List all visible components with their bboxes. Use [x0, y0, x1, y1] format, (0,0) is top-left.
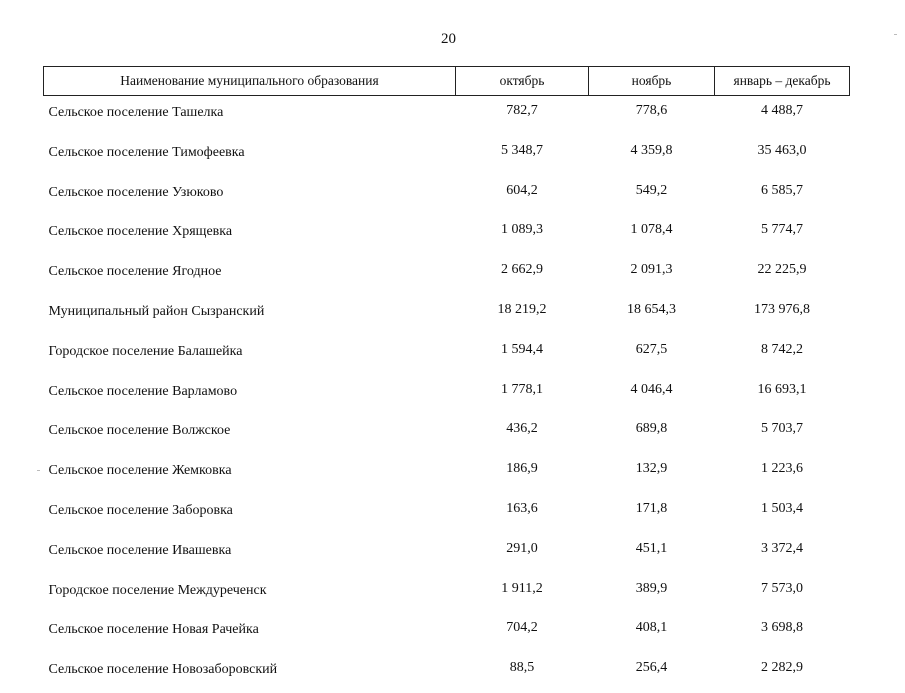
table-row [44, 454, 850, 494]
header-year: январь – декабрь [715, 67, 850, 96]
table-row [44, 335, 850, 375]
cell-october: 704,2 [506, 620, 538, 636]
cell-november: 256,4 [635, 660, 668, 676]
cell-year: 7 573,0 [761, 580, 803, 596]
cell-november: 2 091,3 [630, 262, 673, 278]
cell-october: 163,6 [506, 500, 538, 516]
cell-october: 291,0 [506, 540, 538, 556]
cell-november: 549,2 [635, 182, 668, 198]
cell-october: 1 778,1 [501, 381, 543, 397]
cell-november: 627,5 [635, 341, 668, 357]
page-number: 20 [441, 31, 456, 47]
scan-mark-right [894, 34, 897, 35]
cell-november: 408,1 [635, 620, 668, 636]
header-row [44, 67, 850, 96]
table-row [44, 176, 850, 216]
cell-november: 389,9 [635, 580, 668, 596]
table-row [44, 494, 850, 534]
header-october: октябрь [456, 67, 589, 96]
cell-year: 2 282,9 [761, 660, 803, 676]
cell-year: 5 774,7 [761, 222, 803, 238]
table-row [44, 574, 850, 614]
cell-november: 778,6 [635, 103, 668, 118]
table-row [44, 96, 850, 136]
cell-year: 4 488,7 [761, 103, 803, 118]
cell-name: Сельское поселение Волжское [48, 423, 231, 439]
cell-november: 132,9 [635, 461, 668, 477]
cell-name: Сельское поселение Ягодное [48, 264, 222, 280]
cell-october: 436,2 [506, 421, 538, 437]
table-row [44, 375, 850, 415]
cell-name: Сельское поселение Жемковка [48, 463, 232, 479]
cell-october: 782,7 [506, 103, 538, 118]
cell-year: 173 976,8 [754, 301, 810, 317]
cell-year: 6 585,7 [761, 182, 803, 198]
cell-november: 171,8 [635, 500, 668, 516]
cell-year: 35 463,0 [757, 142, 807, 158]
cell-october: 5 348,7 [501, 142, 543, 158]
cell-name: Сельское поселение Новая Рачейка [48, 622, 259, 638]
table-row [44, 215, 850, 255]
cell-name: Муниципальный район Сызранский [48, 303, 265, 319]
cell-name: Сельское поселение Ташелка [48, 105, 224, 120]
cell-october: 1 594,4 [501, 341, 543, 357]
cell-year: 22 225,9 [757, 262, 807, 278]
table-row [44, 534, 850, 574]
cell-october: 604,2 [506, 182, 538, 198]
cell-november: 689,8 [635, 421, 668, 437]
table-row [44, 414, 850, 454]
cell-name: Сельское поселение Ивашевка [48, 542, 232, 558]
scan-mark-left [37, 470, 40, 471]
table-body [44, 96, 850, 693]
table-row [44, 255, 850, 295]
cell-name: Сельское поселение Варламово [48, 383, 238, 399]
cell-name: Сельское поселение Узюково [48, 184, 224, 200]
cell-year: 1 503,4 [761, 500, 803, 516]
table-row [44, 136, 850, 176]
cell-october: 88,5 [509, 660, 535, 676]
cell-october: 1 911,2 [501, 580, 543, 596]
cell-november: 451,1 [635, 540, 668, 556]
cell-november: 1 078,4 [630, 222, 673, 238]
cell-november: 18 654,3 [627, 301, 676, 317]
table-header [44, 67, 850, 96]
cell-name: Сельское поселение Заборовка [48, 502, 233, 518]
table-row [44, 653, 850, 693]
cell-name: Сельское поселение Новозаборовский [48, 662, 278, 678]
cell-november: 4 359,8 [630, 142, 673, 158]
cell-year: 16 693,1 [757, 381, 807, 397]
cell-year: 1 223,6 [761, 461, 803, 477]
cell-october: 2 662,9 [501, 262, 543, 278]
cell-year: 8 742,2 [761, 341, 803, 357]
cell-year: 5 703,7 [761, 421, 803, 437]
cell-year: 3 698,8 [761, 620, 803, 636]
cell-year: 3 372,4 [761, 540, 803, 556]
table-row [44, 613, 850, 653]
cell-name: Сельское поселение Хрящевка [48, 224, 233, 240]
cell-october: 1 089,3 [501, 222, 543, 238]
header-name: Наименование муниципального образования [44, 67, 456, 96]
cell-november: 4 046,4 [630, 381, 673, 397]
table-row [44, 295, 850, 335]
cell-october: 186,9 [506, 461, 538, 477]
cell-october: 18 219,2 [497, 301, 547, 317]
header-november: ноябрь [589, 67, 715, 96]
cell-name: Сельское поселение Тимофеевка [48, 144, 245, 160]
cell-name: Городское поселение Междуреченск [48, 582, 267, 598]
data-table [43, 66, 850, 693]
cell-name: Городское поселение Балашейка [48, 343, 243, 359]
